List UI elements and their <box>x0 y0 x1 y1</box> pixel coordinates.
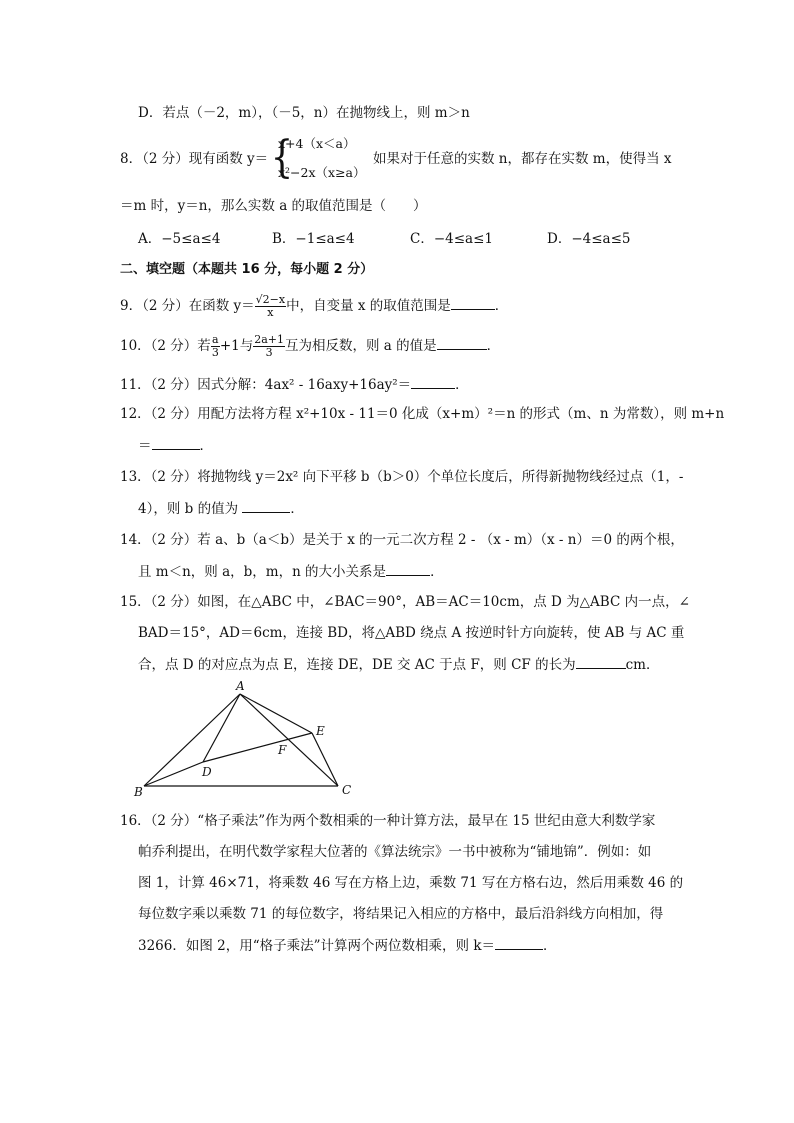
q10-fraction-1 <box>211 334 220 359</box>
q9-answer-blank[interactable] <box>451 296 495 310</box>
label-c: C <box>342 783 352 797</box>
q16-line5-prefix: 3266．如图 2，用“格子乘法”计算两个两位数相乘，则 k＝ <box>138 938 496 954</box>
q9-end: ． <box>494 298 509 314</box>
label-e: E <box>316 724 325 738</box>
q10-end: ． <box>486 338 501 354</box>
q11-text: 11．（2 分）因式分解：4ax² - 16axy+16ay²＝ <box>120 377 412 393</box>
q8-case2: x²−2x（x≥a） <box>278 165 366 180</box>
q10-f2-denominator: 3 <box>265 346 273 359</box>
q12-line1: 12．（2 分）用配方法将方程 x²+10x - 11＝0 化成（x+m）²＝n 的形式（m、n 为常数），则 m+n <box>120 406 725 422</box>
q14-line2 <box>138 562 444 581</box>
q15-unit: cm． <box>625 657 660 673</box>
q8-option-b: B．−1≤a≤4 <box>272 231 355 247</box>
q14-line2-prefix: 且 m＜n，则 a，b，m，n 的大小关系是 <box>138 564 387 580</box>
q10-prefix: 10．（2 分）若 <box>120 338 211 354</box>
q9-tail: 中，自变量 x 的取值范围是 <box>286 298 451 314</box>
q15-triangle-figure <box>130 676 360 802</box>
q11 <box>120 375 469 394</box>
q9-fraction <box>255 294 286 319</box>
q8-case1: x+4（x＜a） <box>278 136 356 151</box>
q13-line2 <box>138 499 304 518</box>
segment-ac <box>240 694 338 786</box>
q12-end: ． <box>199 438 213 454</box>
q10-fraction-2 <box>253 334 285 359</box>
q10-answer-blank[interactable] <box>437 336 487 350</box>
q9-denominator: x <box>267 306 274 319</box>
q10-f1-denominator: 3 <box>211 346 219 359</box>
q16-end: ． <box>543 938 557 954</box>
q16-line1: 16．（2 分）“格子乘法”作为两个数相乘的一种计算方法，最早在 15 世纪由意大利数学家 <box>120 813 656 829</box>
q8-tail: 如果对于任意的实数 n，都存在实数 m，使得当 x <box>373 151 672 167</box>
q9-prefix: 9．（2 分）在函数 y＝ <box>120 298 255 314</box>
segment-ab <box>144 694 240 786</box>
q15-line3-prefix: 合，点 D 的对应点为点 E，连接 DE，DE 交 AC 于点 F，则 CF 的长为 <box>138 657 576 673</box>
q16-line4: 每位数字乘以乘数 71 的每位数字，将结果记入相应的方格中，最后沿斜线方向相加，得 <box>138 906 664 922</box>
q8-prefix: 8．（2 分）现有函数 y＝ <box>120 151 269 167</box>
q15-answer-blank[interactable] <box>576 655 626 669</box>
q13-answer-blank[interactable] <box>242 499 290 513</box>
q8-brace: { <box>270 132 294 183</box>
q8-option-c: C．−4≤a≤1 <box>410 231 493 247</box>
q16-line2: 帕乔利提出，在明代数学家程大位著的《算法统宗》一书中被称为“铺地锦”．例如：如 <box>138 844 652 860</box>
q13-line2-prefix: 4），则 b 的值为 <box>138 501 239 517</box>
label-b: B <box>134 785 143 799</box>
section-title: 二、填空题（本题共 16 分，每小题 2 分） <box>120 262 374 277</box>
q10-f2-numerator: 2a+1 <box>254 333 284 346</box>
q8-line2: ＝m 时，y＝n，那么实数 a 的取值范围是（ ） <box>120 198 427 214</box>
q12-answer-blank[interactable] <box>152 436 200 450</box>
q8-option-d: D．−4≤a≤5 <box>547 231 631 247</box>
q14-answer-blank[interactable] <box>386 562 430 576</box>
q11-answer-blank[interactable] <box>411 375 455 389</box>
q15-line1: 15．（2 分）如图，在△ABC 中，∠BAC＝90°，AB＝AC＝10cm，点 D 为△ABC 内一点，∠ <box>120 594 690 610</box>
q10-f1-numerator: a <box>212 333 219 346</box>
q13-end: ． <box>290 501 304 517</box>
q8-option-a: A．−5≤a≤4 <box>138 231 221 247</box>
q15-line2: BAD＝15°，AD＝6cm，连接 BD，将△ABD 绕点 A 按逆时针方向旋转，使 AB 与 AC 重 <box>138 625 685 641</box>
q16-line3: 图 1，计算 46×71，将乘数 46 写在方格上边，乘数 71 写在方格右边，然后用乘数 46 的 <box>138 875 684 891</box>
q11-end: ． <box>455 377 469 393</box>
q12-line2 <box>138 436 213 455</box>
q13-line1: 13．（2 分）将抛物线 y＝2x² 向下平移 b（b＞0）个单位长度后，所得新抛物线经过点（1，- <box>120 469 684 485</box>
q14-end: ． <box>430 564 444 580</box>
label-a: A <box>236 679 245 693</box>
label-d: D <box>202 765 212 779</box>
q10-tail: 互为相反数，则 a 的值是 <box>285 338 437 354</box>
q9-numerator: √2−x <box>255 293 286 306</box>
q10 <box>120 334 500 359</box>
q7-option-d: D．若点（－2，m），（－5，n）在抛物线上，则 m＞n <box>138 105 470 121</box>
segment-ad <box>203 694 240 762</box>
q16-answer-blank[interactable] <box>495 936 543 950</box>
q14-line1: 14．（2 分）若 a、b（a＜b）是关于 x 的一元二次方程 2 - （x - m）（x - n）＝0 的两个根， <box>120 532 684 548</box>
q9 <box>120 294 508 319</box>
q12-line2-prefix: ＝ <box>138 438 152 454</box>
segment-ec <box>312 733 338 786</box>
segment-de <box>203 733 312 762</box>
q10-mid: +1与 <box>219 338 254 354</box>
segment-bd <box>144 762 203 786</box>
q16-line5 <box>138 936 557 955</box>
label-f: F <box>278 743 287 757</box>
q15-line3 <box>138 655 659 674</box>
